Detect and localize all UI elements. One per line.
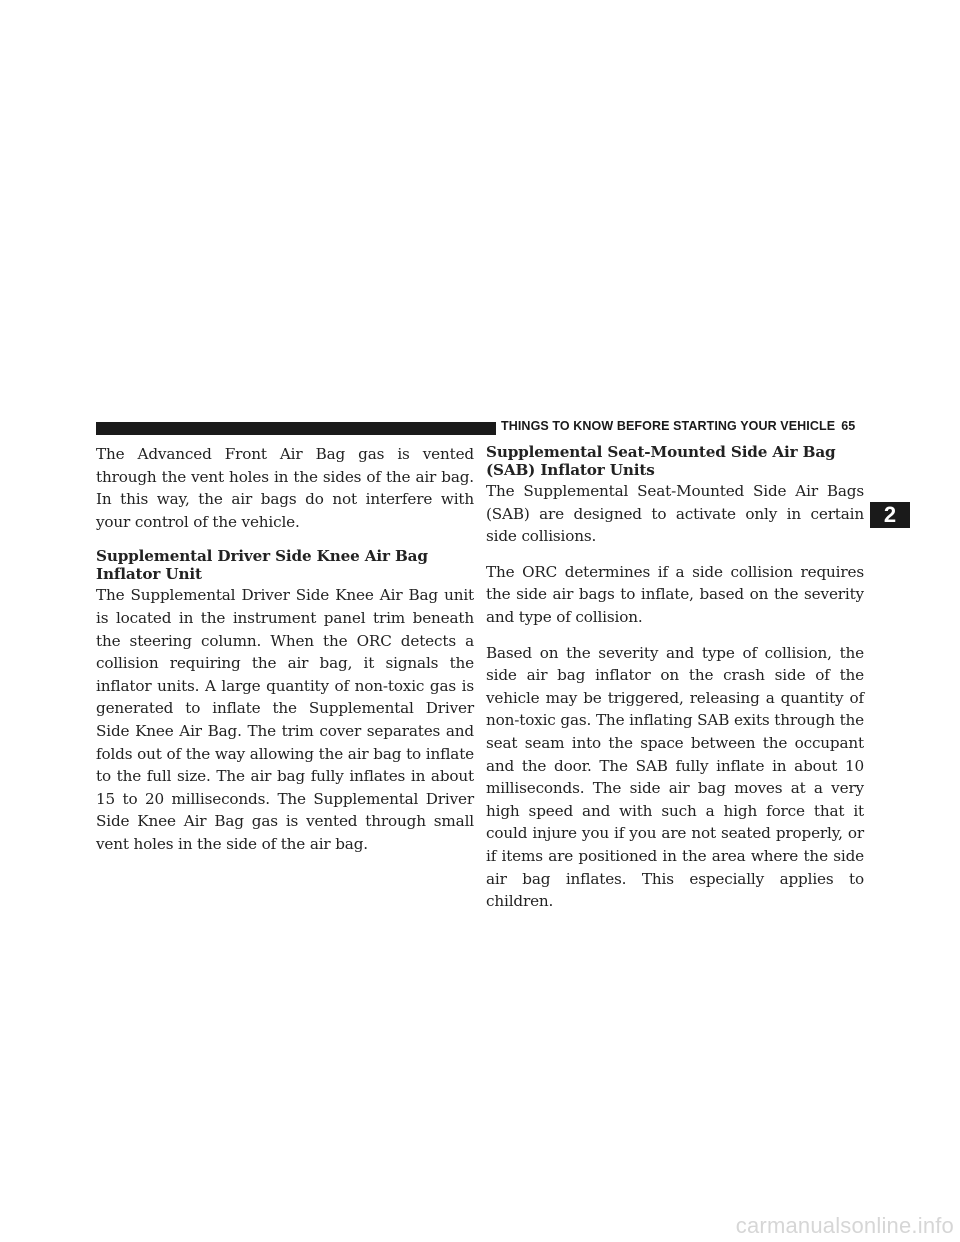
side-air-bag-heading: Supplemental Seat-Mounted Side Air Bag (SAB) Inflator Units	[486, 443, 836, 479]
side-air-bag-paragraph-3: Based on the severity and type of collision, the side air bag inflator on the crash side of the vehicle may be triggered, releasing a quantity of non-toxic gas. The inflating SAB exits through the seat seam into the space between the occupant and the door. The SAB fully inflate in about 10 milliseconds. The side air bag moves at a very high speed and with such a high force that it could injure you if you are not seated properly, or if items are positioned in the area where the side air bag inflates. This especially applies to children.	[486, 643, 864, 911]
running-header-title: THINGS TO KNOW BEFORE STARTING YOUR VEHICLE	[501, 419, 836, 433]
knee-air-bag-paragraph: The Supplemental Driver Side Knee Air Bag unit is located in the instrument panel trim beneath the steering column. When the ORC detects a collision requiring the air bag, it signals the inflator units. A large quantity of non-toxic gas is generated to inflate the Supplemental Driver Side Knee Air Bag. The trim cover separates and folds out of the way allowing the air bag to inflate to the full size. The air bag fully inflates in about 15 to 20 milliseconds. The Supplemental Driver Side Knee Air Bag gas is vented through small vent holes in the side of the air bag.	[96, 586, 474, 853]
intro-paragraph: The Advanced Front Air Bag gas is vented through the vent holes in the sides of the air bag. In this way, the air bags do not interfere with your control of the vehicle.	[96, 445, 474, 531]
header-rule-bar	[96, 422, 496, 435]
left-column	[96, 443, 474, 869]
right-column	[486, 443, 864, 926]
watermark: carmanualsonline.info	[735, 1213, 954, 1238]
running-header	[501, 419, 855, 433]
side-air-bag-paragraph-1: The Supplemental Seat-Mounted Side Air Bags (SAB) are designed to activate only in certain side collisions.	[486, 482, 864, 546]
chapter-tab: 2	[870, 502, 910, 528]
knee-air-bag-heading: Supplemental Driver Side Knee Air Bag Inflator Unit	[96, 547, 428, 584]
side-air-bag-paragraph-2: The ORC determines if a side collision requires the side air bags to inflate, based on the severity and type of collision.	[486, 562, 864, 626]
page-number: 65	[841, 419, 856, 433]
